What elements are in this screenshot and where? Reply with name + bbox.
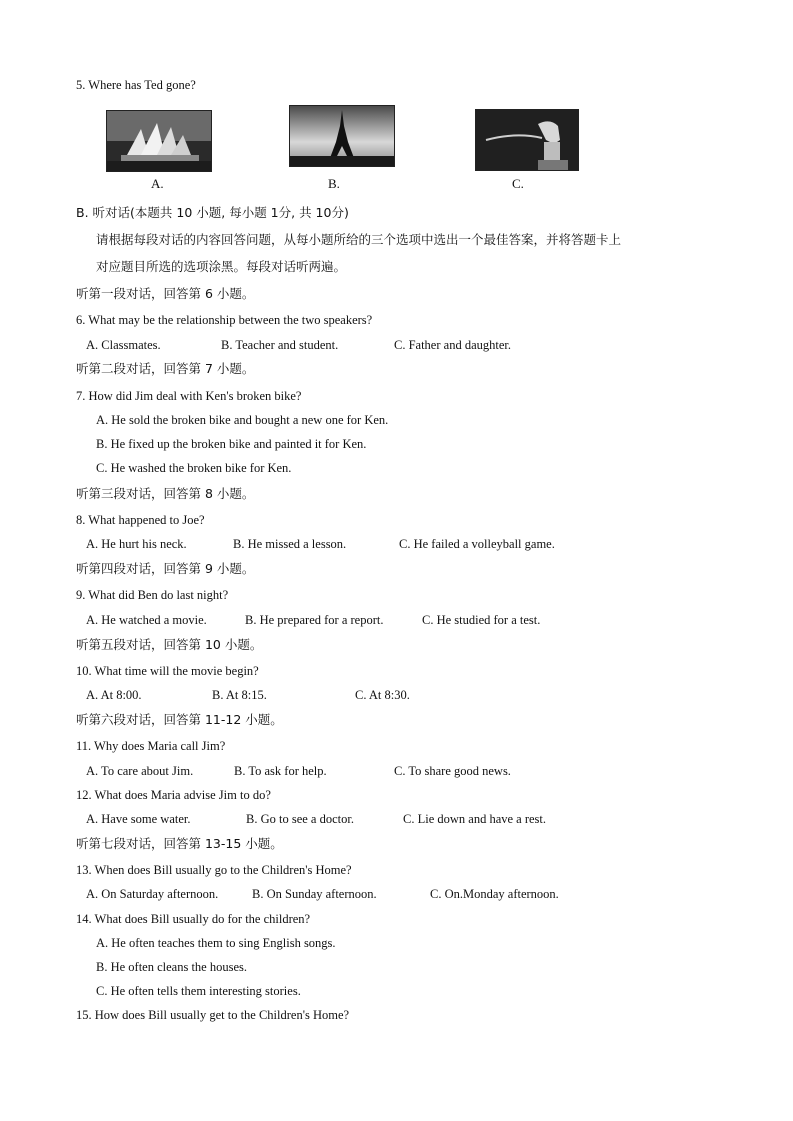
q7-option-a: A. He sold the broken bike and bought a new one for Ken. <box>96 413 389 427</box>
q14-option-c: C. He often tells them interesting stories. <box>96 984 301 998</box>
q12-option-a: A. Have some water. <box>86 812 191 826</box>
dialogue-7-heading: 听第七段对话，回答第 13-15 小题。 <box>76 836 283 851</box>
q9-option-c: C. He studied for a test. <box>422 613 541 627</box>
q6-option-a: A. Classmates. <box>86 338 161 352</box>
q13-option-a: A. On Saturday afternoon. <box>86 887 219 901</box>
q10-option-c: C. At 8:30. <box>355 688 410 702</box>
opera-house-image <box>106 110 212 172</box>
q10-option-a: A. At 8:00. <box>86 688 142 702</box>
merlion-image <box>475 109 579 171</box>
q14-option-b: B. He often cleans the houses. <box>96 960 248 974</box>
q7-option-c: C. He washed the broken bike for Ken. <box>96 461 292 475</box>
q8-option-a: A. He hurt his neck. <box>86 537 187 551</box>
question-14: 14. What does Bill usually do for the children? <box>76 912 311 926</box>
question-5: 5. Where has Ted gone? <box>76 78 196 92</box>
q9-option-a: A. He watched a movie. <box>86 613 207 627</box>
q7-option-b: B. He fixed up the broken bike and painted it for Ken. <box>96 437 367 451</box>
q8-option-b: B. He missed a lesson. <box>233 537 347 551</box>
q11-option-a: A. To care about Jim. <box>86 764 194 778</box>
dialogue-1-heading: 听第一段对话，回答第 6 小题。 <box>76 286 255 301</box>
dialogue-2-heading: 听第二段对话，回答第 7 小题。 <box>76 361 255 376</box>
question-11: 11. Why does Maria call Jim? <box>76 739 226 753</box>
dialogue-3-heading: 听第三段对话，回答第 8 小题。 <box>76 486 255 501</box>
question-6: 6. What may be the relationship between the two speakers? <box>76 313 373 327</box>
eiffel-tower-image <box>289 105 395 167</box>
opera-house-icon <box>107 111 211 171</box>
merlion-icon <box>476 110 578 170</box>
q9-option-b: B. He prepared for a report. <box>245 613 384 627</box>
eiffel-tower-icon <box>290 106 394 166</box>
question-7: 7. How did Jim deal with Ken's broken bike? <box>76 389 302 403</box>
section-b-instruction-2: 对应题目所选的选项涂黑。每段对话听两遍。 <box>96 259 347 274</box>
question-15: 15. How does Bill usually get to the Children's Home? <box>76 1008 350 1022</box>
q6-option-c: C. Father and daughter. <box>394 338 511 352</box>
image-label-c: C. <box>512 176 524 191</box>
dialogue-6-heading: 听第六段对话，回答第 11-12 小题。 <box>76 712 283 727</box>
question-10: 10. What time will the movie begin? <box>76 664 259 678</box>
question-12: 12. What does Maria advise Jim to do? <box>76 788 271 802</box>
image-label-a: A. <box>151 176 164 191</box>
q12-option-b: B. Go to see a doctor. <box>246 812 354 826</box>
q12-option-c: C. Lie down and have a rest. <box>403 812 547 826</box>
q13-option-c: C. On.Monday afternoon. <box>430 887 559 901</box>
q14-option-a: A. He often teaches them to sing English songs. <box>96 936 336 950</box>
section-b-heading: B. 听对话(本题共 10 小题, 每小题 1分, 共 10分) <box>76 205 349 220</box>
question-8: 8. What happened to Joe? <box>76 513 205 527</box>
section-b-instruction-1: 请根据每段对话的内容回答问题，从每小题所给的三个选项中选出一个最佳答案，并将答题卡上 <box>96 232 622 247</box>
dialogue-5-heading: 听第五段对话，回答第 10 小题。 <box>76 637 263 652</box>
q6-option-b: B. Teacher and student. <box>221 338 339 352</box>
q11-option-c: C. To share good news. <box>394 764 511 778</box>
q11-option-b: B. To ask for help. <box>234 764 327 778</box>
q13-option-b: B. On Sunday afternoon. <box>252 887 377 901</box>
question-9: 9. What did Ben do last night? <box>76 588 229 602</box>
dialogue-4-heading: 听第四段对话，回答第 9 小题。 <box>76 561 255 576</box>
q8-option-c: C. He failed a volleyball game. <box>399 537 555 551</box>
question-13: 13. When does Bill usually go to the Children's Home? <box>76 863 352 877</box>
q10-option-b: B. At 8:15. <box>212 688 267 702</box>
image-label-b: B. <box>328 176 340 191</box>
